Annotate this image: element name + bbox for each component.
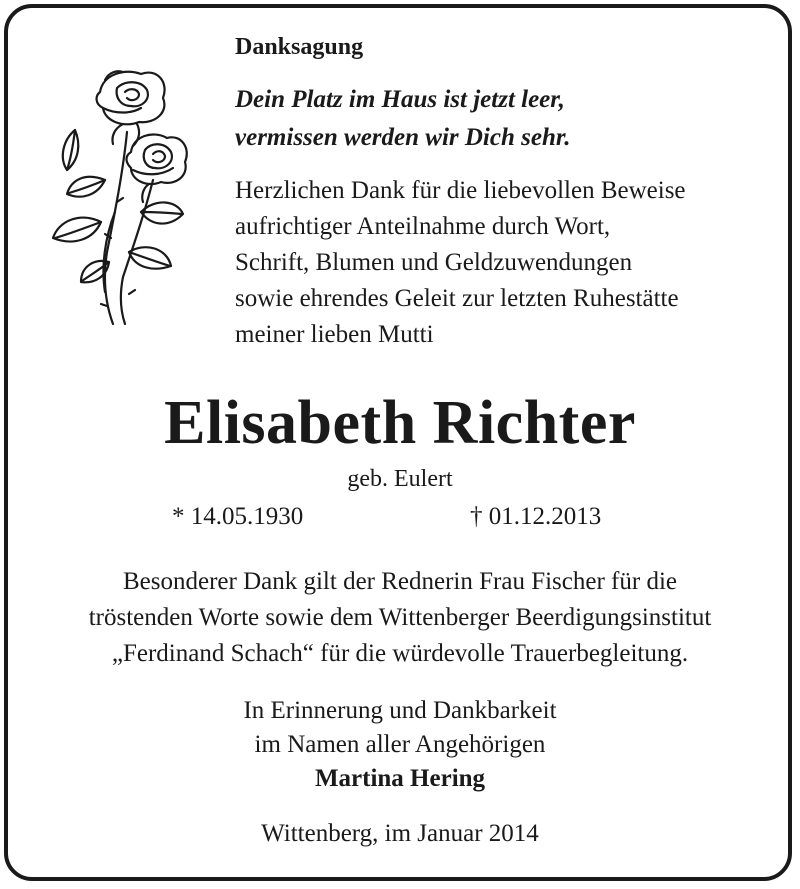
- thanks-line-2: aufrichtiger Anteilnahme durch Wort,: [235, 213, 611, 240]
- heading: Danksagung: [235, 34, 364, 60]
- verse-line-2: vermissen werden wir Dich sehr.: [235, 124, 571, 151]
- signer-name: Martina Hering: [314, 765, 486, 792]
- birth-name: geb. Eulert: [347, 466, 453, 492]
- place-date: Wittenberg, im Januar 2014: [261, 820, 539, 847]
- birth-date: * 14.05.1930: [172, 503, 304, 530]
- deceased-name: Elisabeth Richter: [164, 389, 636, 457]
- special-thanks-line-2: tröstenden Worte sowie dem Wittenberger Beerdigungsinstitut: [88, 604, 712, 631]
- thanks-line-5: meiner lieben Mutti: [235, 321, 434, 348]
- thanks-line-1: Herzlichen Dank für die liebevollen Beweise: [235, 177, 686, 204]
- thanks-line-3: Schrift, Blumen und Geldzuwendungen: [235, 249, 633, 276]
- special-thanks-line-1: Besonderer Dank gilt der Rednerin Frau Fischer für die: [122, 568, 677, 595]
- closing-line-1: In Erinnerung und Dankbarkeit: [243, 697, 557, 724]
- rose-icon: [45, 62, 195, 332]
- verse-line-1: Dein Platz im Haus ist jetzt leer,: [235, 86, 565, 113]
- special-thanks-line-3: „Ferdinand Schach“ für die würdevolle Trauerbegleitung.: [111, 640, 689, 667]
- death-date: † 01.12.2013: [470, 503, 602, 530]
- closing-line-2: im Namen aller Angehörigen: [254, 731, 546, 758]
- thanks-line-4: sowie ehrendes Geleit zur letzten Ruhestätte: [235, 285, 679, 312]
